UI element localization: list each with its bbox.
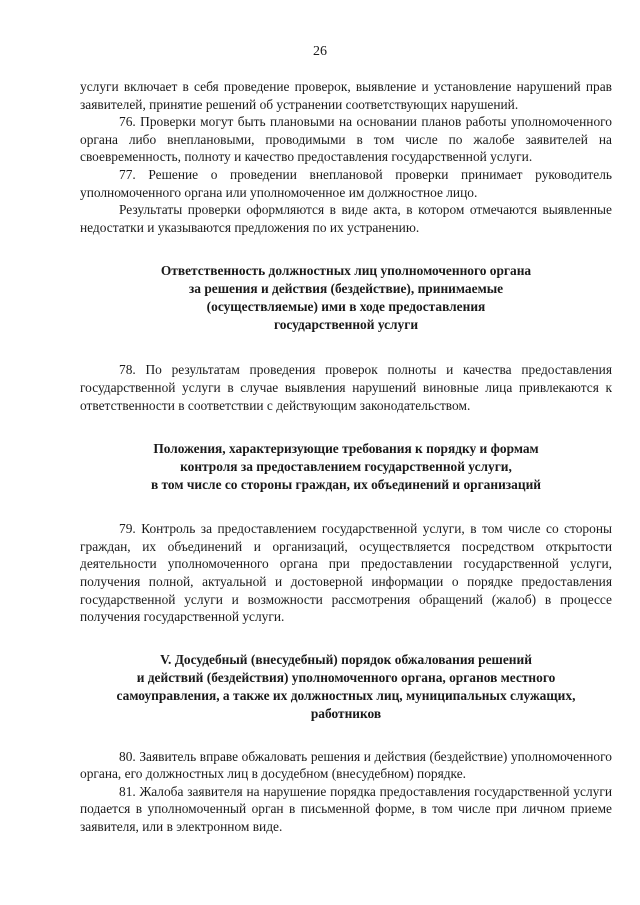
heading-line: и действий (бездействия) уполномоченного органа, органов местного	[136, 669, 556, 685]
page-number: 26	[313, 44, 327, 59]
heading-line: V. Досудебный (внесудебный) порядок обжалования решений	[160, 651, 532, 667]
heading-line: Ответственность должностных лиц уполномоченного органа	[160, 263, 532, 279]
paragraph-76: 76. Проверки могут быть плановыми на основании планов работы уполномоченного органа либо внеплановыми, проводимыми в том числе по жалобе заявителей на своевременность, полноту и качество предоставления государственной услуги.	[80, 114, 612, 165]
heading-line: контроля за предоставлением государственной услуги,	[180, 459, 512, 475]
section-heading-control-requirements	[80, 440, 612, 494]
heading-line: в том числе со стороны граждан, их объединений и организаций	[150, 477, 542, 493]
paragraph-78: 78. По результатам проведения проверок полноты и качества предоставления государственной услуги в случае выявления нарушений виновные лица привлекаются к ответственности в соответствии с действующим законодательством.	[80, 362, 612, 413]
paragraph-79: 79. Контроль за предоставлением государственной услуги, в том числе со стороны граждан, их объединений и организаций, осуществляется посредством открытости деятельности уполномоченного органа при предоставлении государственной услуги, получения полной, актуальной и достоверной информации о порядке предоставления государственной услуги и возможности рассмотрения обращений (жалоб) в процессе получения государственной услуги.	[80, 521, 612, 625]
heading-line: государственной услуги	[273, 317, 419, 333]
heading-line: Положения, характеризующие требования к порядку и формам	[153, 441, 539, 457]
heading-line: (осуществляемые) ими в ходе предоставления	[206, 299, 486, 315]
heading-line: самоуправления, а также их должностных лиц, муниципальных служащих,	[116, 687, 576, 703]
paragraph-80: 80. Заявитель вправе обжаловать решения и действия (бездействие) уполномоченного органа, его должностных лиц в досудебном (внесудебном) порядке.	[80, 748, 612, 782]
paragraph-inspection-results: Результаты проверки оформляются в виде акта, в котором отмечаются выявленные недостатки и указываются предложения по их устранению.	[80, 202, 612, 235]
heading-line: за решения и действия (бездействие), принимаемые	[188, 281, 504, 297]
paragraph-77: 77. Решение о проведении внеплановой проверки принимает руководитель уполномоченного органа или уполномоченное им должностное лицо.	[80, 166, 612, 200]
section-heading-responsibility	[80, 262, 612, 334]
section-heading-appeal	[80, 651, 612, 723]
document-body	[80, 78, 612, 836]
paragraph-81: 81. Жалоба заявителя на нарушение порядка предоставления государственной услуги подается в уполномоченный орган в письменной форме, в том числе при личном приеме заявителя, или в электронном виде.	[80, 783, 612, 835]
paragraph-continuation: услуги включает в себя проведение проверок, выявление и установление нарушений прав заявителей, принятие решений об устранении соответствующих нарушений.	[80, 79, 612, 112]
heading-line: работников	[310, 705, 382, 721]
